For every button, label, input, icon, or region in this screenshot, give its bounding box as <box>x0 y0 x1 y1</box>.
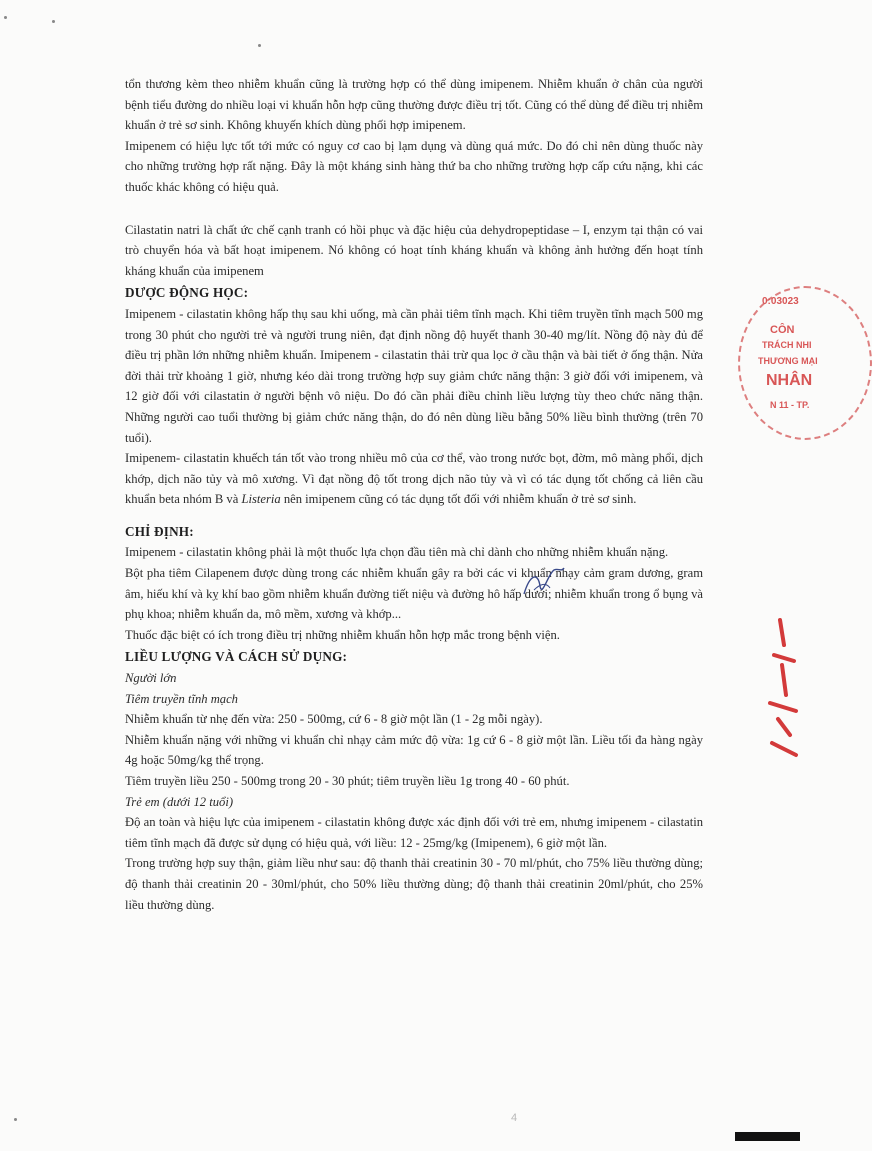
red-seal-fragment <box>760 615 800 765</box>
stamp-text: CÔN <box>770 324 795 336</box>
stamp-text: TRÁCH NHI <box>762 340 812 350</box>
subheading-iv: Tiêm truyền tĩnh mạch <box>125 691 238 706</box>
paragraph: Thuốc đặc biệt có ích trong điều trị những nhiễm khuẩn hỗn hợp mắc trong bệnh viện. <box>125 627 560 642</box>
section-heading-pharmacokinetics: DƯỢC ĐỘNG HỌC: <box>125 285 249 301</box>
scan-edge-bar <box>735 1132 800 1141</box>
paragraph: Imipenem - cilastatin không phải là một thuốc lựa chọn đầu tiên mà chỉ dành cho những nhiễm khuẩn nặng. <box>125 545 669 560</box>
paragraph: Imipenem- cilastatin khuếch tán tốt vào trong nhiều mô của cơ thể, vào trong nước bọt, đờm, mô màng phổi, dịch khớp, dịch não tủy và mô xương. Vì đạt nồng độ tốt trong dịch não tủy và vì có tác dụng tốt chống cả liên cầu khuẩn beta nhóm B và Listeria nên imipenem cũng có tác dụng tốt đối với nhiễm khuẩn ở trẻ sơ sinh. <box>125 451 703 507</box>
paragraph: Tiêm truyền liều 250 - 500mg trong 20 - 30 phút; tiêm truyền liều 1g trong 40 - 60 phút. <box>125 774 570 788</box>
paragraph: Bột pha tiêm Cilapenem được dùng trong các nhiễm khuẩn gây ra bởi các vi khuẩn nhạy cảm gram dương, gram âm, hiếu khí và kỵ khí bao gồm nhiễm khuẩn đường tiết niệu và đường hô hấp dưới; nhiễm khuẩn trong ổ bụng và phụ khoa; nhiễm khuẩn da, mô mềm, xương và khớp... <box>125 566 703 622</box>
signature-mark <box>520 564 568 604</box>
document-body <box>125 74 703 915</box>
paragraph: tổn thương kèm theo nhiễm khuẩn cũng là trường hợp có thể dùng imipenem. Nhiễm khuẩn ở chân của người bệnh tiểu đường do nhiều loại vi khuẩn hỗn hợp cũng thường được điều trị tốt. Cũng có thể dùng để điều trị nhiễm khuẩn ở trẻ sơ sinh. Không khuyến khích dùng phối hợp imipenem. <box>125 77 703 133</box>
scan-speck <box>52 20 55 23</box>
section-heading-indications: CHỈ ĐỊNH: <box>125 523 194 539</box>
company-stamp <box>738 286 872 440</box>
paragraph: Độ an toàn và hiệu lực của imipenem - cilastatin không được xác định đối với trẻ em, nhưng imipenem - cilastatin tiêm tĩnh mạch đã được sử dụng có hiệu quả, với liều: 12 - 25mg/kg (Imipenem), 6 giờ một lần. <box>125 815 703 850</box>
scan-speck <box>258 44 261 47</box>
stamp-text: N 11 - TP. <box>770 400 810 410</box>
stamp-text: THƯƠNG MẠI <box>758 356 818 366</box>
scan-speck <box>14 1118 17 1121</box>
italic-term: Listeria <box>241 492 281 507</box>
paragraph: Imipenem có hiệu lực tốt tới mức có nguy cơ cao bị lạm dụng và dùng quá mức. Do đó chỉ nên dùng thuốc này cho những trường hợp rất nặng. Đây là một kháng sinh hàng thứ ba cho những trường hợp cấp cứu nặng, khi các thuốc khác không có hiệu quả. <box>125 138 703 194</box>
paragraph: Imipenem - cilastatin không hấp thụ sau khi uống, mà cần phải tiêm tĩnh mạch. Khi tiêm truyền tĩnh mạch 500 mg trong 30 phút cho người trẻ và người trung niên, đạt định nồng độ huyết thanh 30-40 mg/lít. Nồng độ này đủ để điều trị phần lớn những nhiễm khuẩn. Imipenem - cilastatin thải trừ qua lọc ở cầu thận và bài tiết ở ống thận. Nửa đời thải trừ khoảng 1 giờ, nhưng kéo dài trong trường hợp suy giảm chức năng thận: 3 giờ đối với imipenem, và 12 giờ đối với cilastatin ở người bệnh vô niệu. Do đó cần phải điều chỉnh liều lượng tùy theo chức năng thận. Những người cao tuổi thường bị giảm chức năng thận, do đó nên dùng liều bằng 50% liều bình thường (trên 70 tuổi). <box>125 306 703 445</box>
stamp-text: 0:03023 <box>762 296 799 307</box>
subheading-child: Trẻ em (dưới 12 tuổi) <box>125 794 234 809</box>
paragraph: Nhiễm khuẩn nặng với những vi khuẩn chỉ nhạy cảm mức độ vừa: 1g cứ 6 - 8 giờ một lần. Liều tối đa hàng ngày 4g hoặc 50mg/kg thể trọng. <box>125 732 703 768</box>
scan-speck <box>4 16 7 19</box>
paragraph: Nhiễm khuẩn từ nhẹ đến vừa: 250 - 500mg, cứ 6 - 8 giờ một lần (1 - 2g mỗi ngày). <box>125 712 543 727</box>
subheading-adult: Người lớn <box>125 671 177 686</box>
stamp-text: NHÂN <box>766 372 813 389</box>
page-number: 4 <box>511 1112 518 1124</box>
paragraph: Trong trường hợp suy thận, giảm liều như sau: độ thanh thải creatinin 30 - 70 ml/phút, cho 75% liều thường dùng; độ thanh thải creatinin 20 - 30ml/phút, cho 50% liều thường dùng; độ thanh thải creatinin 20ml/phút, cho 25% liều thường dùng. <box>125 856 703 912</box>
paragraph: Cilastatin natri là chất ức chế cạnh tranh có hồi phục và đặc hiệu của dehydropeptidase – I, enzym tại thận có vai trò chuyển hóa và bất hoạt imipenem. Nó không có hoạt tính kháng khuẩn và không ảnh hưởng đến hoạt tính kháng khuẩn của imipenem <box>125 222 703 278</box>
section-heading-dosage: LIỀU LƯỢNG VÀ CÁCH SỬ DỤNG: <box>125 649 348 665</box>
